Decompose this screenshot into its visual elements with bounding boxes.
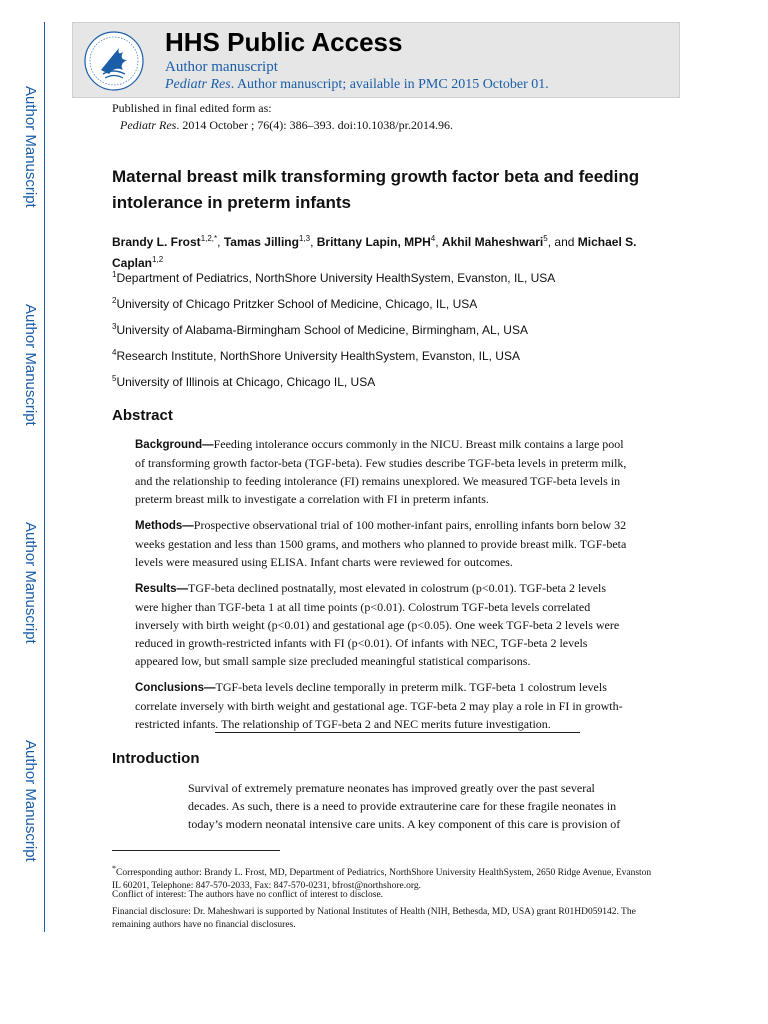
results-text: TGF-beta declined postnatally, most elevated in colostrum (p<0.01). TGF-beta 2 levels were higher than TGF-beta 1 at all time points (p<0.01). Colostrum TGF-beta levels correlated inversely with birth weight (p<0.01) and gestational age (p<0.05). One week TGF-beta 2 levels were reduced in growth-restricted infants with FI (p<0.01). Of infants with NEC, TGF-beta 2 levels appeared low, but small sample size precluded meaningful statistical comparisons. [135, 581, 620, 668]
methods-label: Methods— [135, 520, 194, 532]
footnote-financial: Financial disclosure: Dr. Maheshwari is supported by National Institutes of Health (NIH, Bethesda, MD, USA) grant R01HD059142. The remaining authors have no financial disclosures. [112, 907, 636, 930]
author-list [112, 230, 657, 272]
author-affil: 1,2,* [200, 234, 218, 243]
conclusions-label: Conclusions— [135, 682, 216, 694]
methods-text: Prospective observational trial of 100 mother-infant pairs, enrolling infants born below 32 weeks gestation and less than 1500 grams, and mothers who planned to provide breast milk. TGF-beta levels were measured using ELISA. Infant charts were reviewed for outcomes. [135, 518, 627, 569]
affiliation-text: University of Alabama-Birmingham School of Medicine, Birmingham, AL, USA [116, 323, 528, 337]
affiliation [112, 296, 477, 311]
author-name: Tamas Jilling [223, 235, 299, 249]
background-label: Background— [135, 439, 214, 451]
footnote-rule [112, 850, 280, 851]
affiliation [112, 348, 520, 363]
abstract-background [135, 435, 630, 508]
author-name: Akhil Maheshwari [441, 235, 544, 249]
published-label: Published in final edited form as: [112, 101, 272, 115]
abstract-rule [215, 732, 580, 733]
affiliation-text: Department of Pediatrics, NorthShore University HealthSystem, Evanston, IL, USA [116, 271, 556, 285]
conclusions-text: TGF-beta levels decline temporally in preterm milk. TGF-beta 1 colostrum levels correlate inversely with birth weight and gestational age. TGF-beta 2 may play a role in FI in growth-restricted infants. The relationship of TGF-beta 2 and NEC merits future investigation. [135, 680, 623, 731]
affiliation-text: University of Illinois at Chicago, Chicago IL, USA [116, 375, 376, 389]
author-sep: , [310, 235, 317, 249]
sidebar-label-1: Author Manuscript [22, 86, 39, 208]
author-affil: 5 [543, 234, 548, 243]
corresponding-text: Corresponding author: Brandy L. Frost, MD, Department of Pediatrics, NorthShore University HealthSystem, 2650 Ridge Avenue, Evanston IL 60201, Telephone: 847-570-2033, Fax: 847-570-0231, bfrost@northshore.org. [112, 868, 652, 892]
affiliation [112, 374, 375, 389]
results-label: Results— [135, 583, 189, 595]
author-sep: , [435, 235, 442, 249]
journal-name: Pediatr Res [165, 77, 231, 92]
affiliation [112, 270, 555, 285]
hhs-eagle-seal-icon [83, 30, 145, 92]
citation [112, 117, 453, 134]
footnote-mark: * [112, 864, 116, 873]
affiliation-number: 4 [112, 348, 117, 357]
introduction-text: Survival of extremely premature neonates has improved greatly over the past several decades. As such, there is a need to provide extrauterine care for these fragile neonates in today’s modern neonatal intensive care units. A key component of this care is provision of [188, 781, 621, 831]
sidebar-label-2: Author Manuscript [22, 304, 39, 426]
abstract-results [135, 579, 630, 670]
paper-title: Maternal breast milk transforming growth factor beta and feeding intolerance in preterm infants [112, 167, 640, 212]
author-affil: 1,2 [152, 255, 164, 264]
background-text: Feeding intolerance occurs commonly in the NICU. Breast milk contains a large pool of transforming growth factor-beta (TGF-beta). Few studies describe TGF-beta levels in preterm milk, and the relationship to feeding intolerance (FI) remains unexplored. We measured TGF-beta levels in preterm breast milk to investigate a correlation with FI in preterm infants. [135, 437, 627, 506]
citation-text: . 2014 October ; 76(4): 386–393. doi:10.1038/pr.2014.96. [176, 118, 453, 132]
author-name: Brittany Lapin, MPH [316, 235, 431, 249]
author-name: Brandy L. Frost [112, 235, 201, 249]
sidebar-rule [44, 22, 45, 932]
introduction-heading: Introduction [112, 750, 200, 767]
author-sep: , [217, 235, 224, 249]
footnote-conflict: Conflict of interest: The authors have no conflict of interest to disclose. [112, 890, 384, 900]
citation-journal: Pediatr Res [120, 118, 177, 132]
affiliation-number: 2 [112, 296, 117, 305]
hhs-header [72, 22, 680, 98]
pmc-availability [165, 77, 549, 93]
manuscript-type: Author manuscript [165, 59, 278, 75]
availability-text: . Author manuscript; available in PMC 2015 October 01. [230, 77, 549, 92]
sidebar-label-4: Author Manuscript [22, 740, 39, 862]
author-affil: 1,3 [298, 234, 311, 243]
author-sep: , and [547, 235, 578, 249]
sidebar-label-3: Author Manuscript [22, 522, 39, 644]
affiliation [112, 322, 528, 337]
affiliation-number: 5 [112, 374, 117, 383]
abstract-heading: Abstract [112, 407, 173, 424]
affiliation-text: University of Chicago Pritzker School of Medicine, Chicago, IL, USA [116, 297, 478, 311]
abstract-conclusions [135, 678, 630, 733]
abstract-methods [135, 516, 630, 571]
author-name: Michael S. Caplan [112, 235, 637, 270]
affiliation-text: Research Institute, NorthShore University HealthSystem, Evanston, IL, USA [116, 349, 520, 363]
author-affil: 4 [430, 234, 436, 243]
published-info [112, 100, 453, 134]
hhs-title: HHS Public Access [165, 27, 403, 57]
affiliation-number: 1 [112, 270, 117, 279]
affiliation-number: 3 [112, 322, 117, 331]
